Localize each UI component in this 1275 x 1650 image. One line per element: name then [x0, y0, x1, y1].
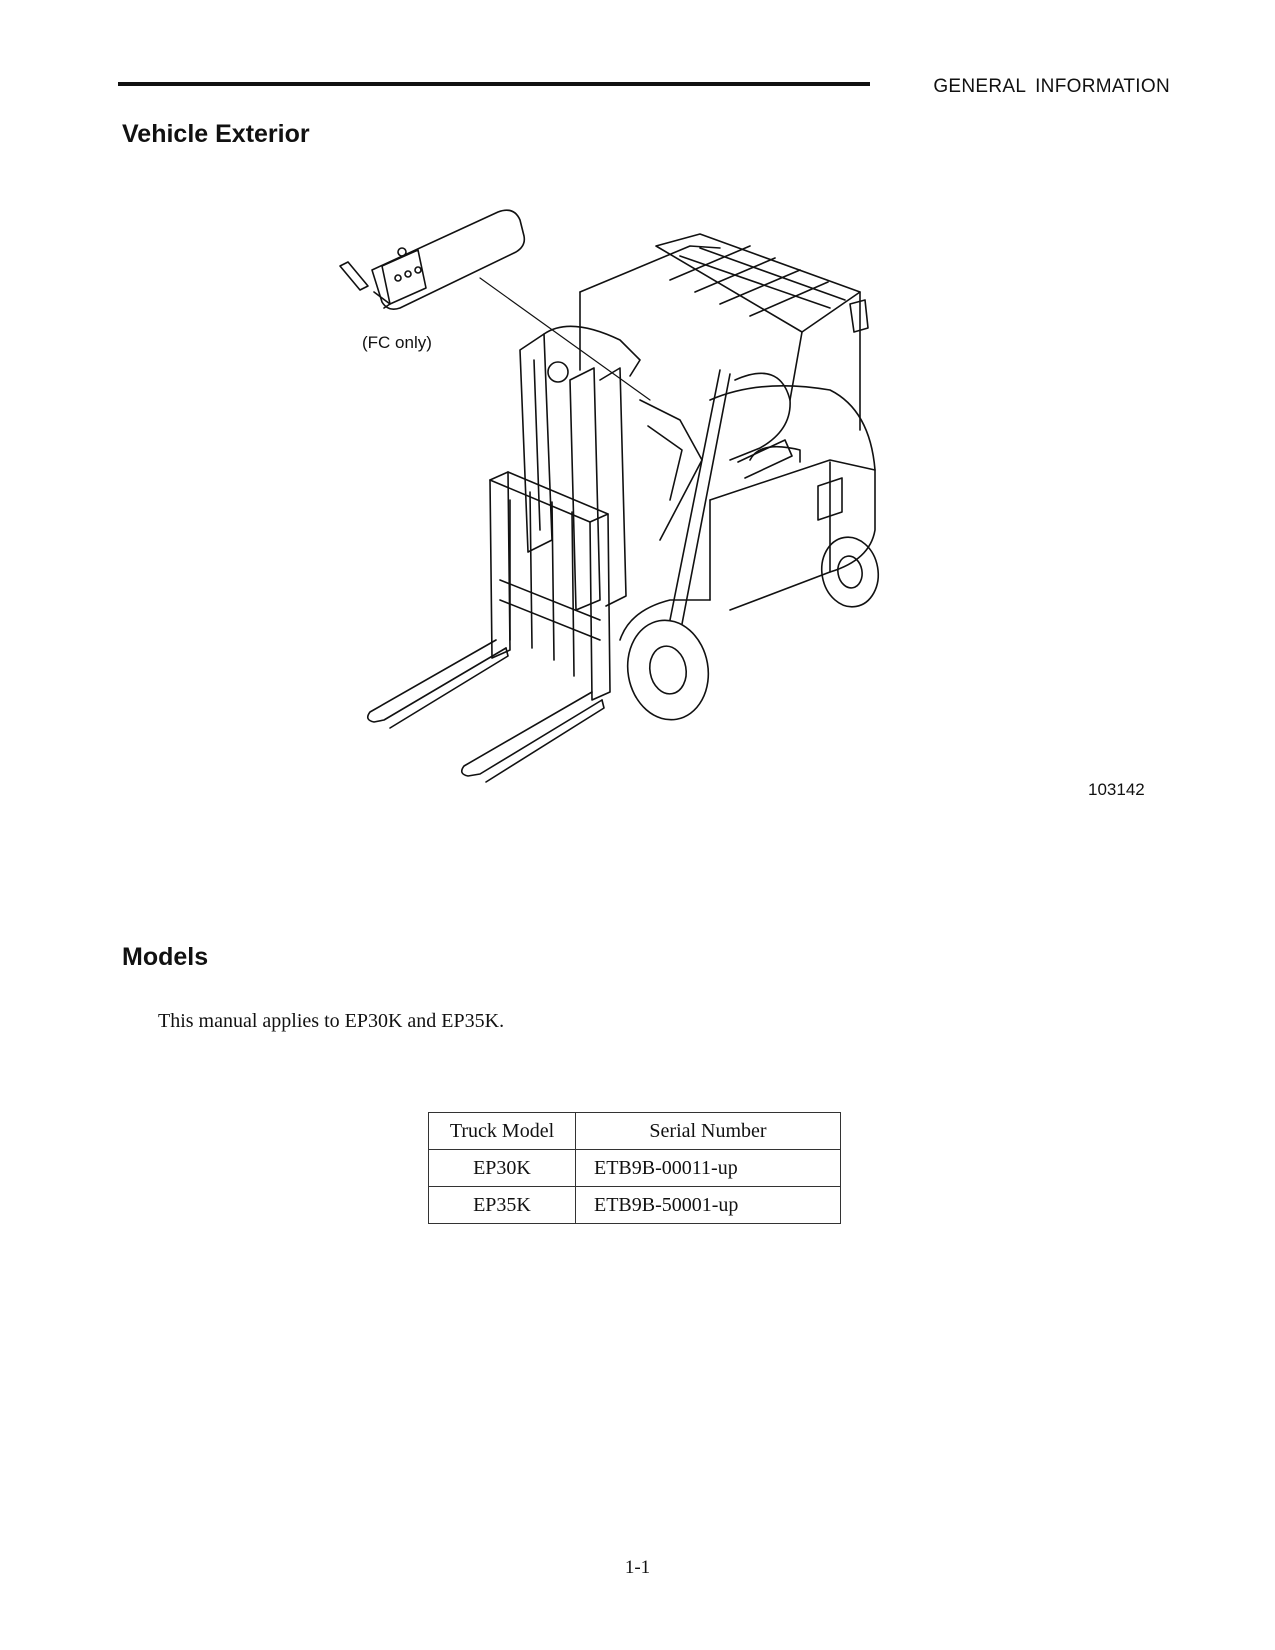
- mast: [520, 326, 702, 610]
- section-title-models: Models: [122, 943, 209, 971]
- table-row: [429, 1150, 841, 1187]
- models-table: [428, 1112, 841, 1224]
- rear-wheel: [816, 533, 883, 612]
- truck-model-cell: EP35K: [429, 1187, 576, 1224]
- serial-number-cell: ETB9B-00011-up: [576, 1150, 841, 1187]
- column-header-truck-model: Truck Model: [429, 1113, 576, 1150]
- forks: [368, 640, 604, 782]
- header-section-title: GENERAL INFORMATION: [933, 76, 1170, 97]
- models-intro-paragraph: This manual applies to EP30K and EP35K.: [158, 1010, 505, 1032]
- table-header-row: [429, 1113, 841, 1150]
- table-row: [429, 1187, 841, 1224]
- overhead-guard: [580, 234, 868, 624]
- section-title-vehicle-exterior: Vehicle Exterior: [122, 120, 310, 148]
- battery-inset: [340, 210, 524, 309]
- page-number: 1-1: [624, 1557, 651, 1578]
- column-header-serial-number: Serial Number: [576, 1113, 841, 1150]
- serial-number-cell: ETB9B-50001-up: [576, 1187, 841, 1224]
- front-wheel: [620, 600, 716, 726]
- figure-number: 103142: [1088, 780, 1145, 799]
- truck-model-cell: EP30K: [429, 1150, 576, 1187]
- figure-callout-fc-only: (FC only): [362, 333, 432, 352]
- forklift-body: [710, 373, 875, 610]
- forklift-illustration: [330, 200, 930, 820]
